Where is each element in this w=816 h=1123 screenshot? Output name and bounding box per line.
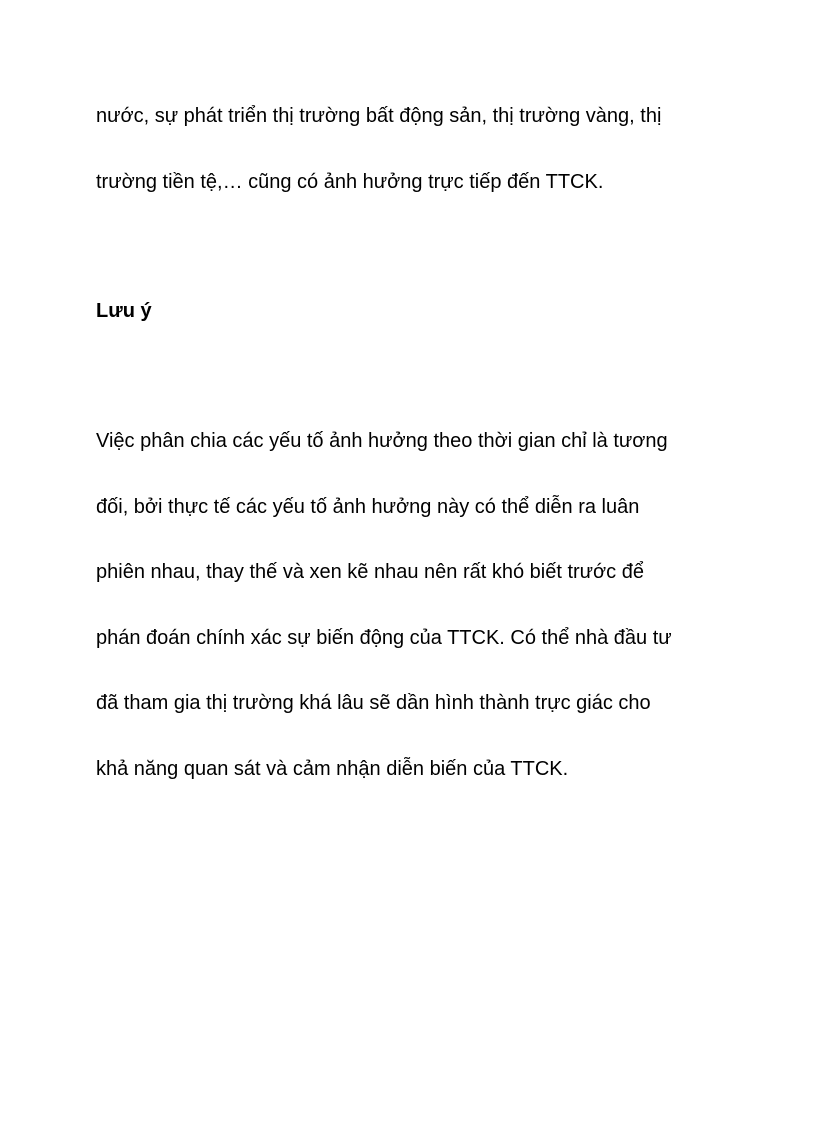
paragraph-line: đối, bởi thực tế các yếu tố ảnh hưởng này có thể diễn ra luân [96, 496, 640, 518]
paragraph-line: phiên nhau, thay thế và xen kẽ nhau nên rất khó biết trước để [96, 561, 644, 583]
paragraph-line: trường tiền tệ,… cũng có ảnh hưởng trực tiếp đến TTCK. [96, 171, 604, 193]
paragraph-line: Việc phân chia các yếu tố ảnh hưởng theo thời gian chỉ là tương [96, 430, 668, 452]
paragraph-line: phán đoán chính xác sự biến động của TTCK. Có thể nhà đầu tư [96, 627, 672, 649]
paragraph-line: nước, sự phát triển thị trường bất động sản, thị trường vàng, thị [96, 105, 662, 127]
section-heading: Lưu ý [96, 300, 152, 322]
paragraph-line: khả năng quan sát và cảm nhận diễn biến của TTCK. [96, 758, 569, 780]
paragraph-line: đã tham gia thị trường khá lâu sẽ dần hình thành trực giác cho [96, 692, 651, 714]
